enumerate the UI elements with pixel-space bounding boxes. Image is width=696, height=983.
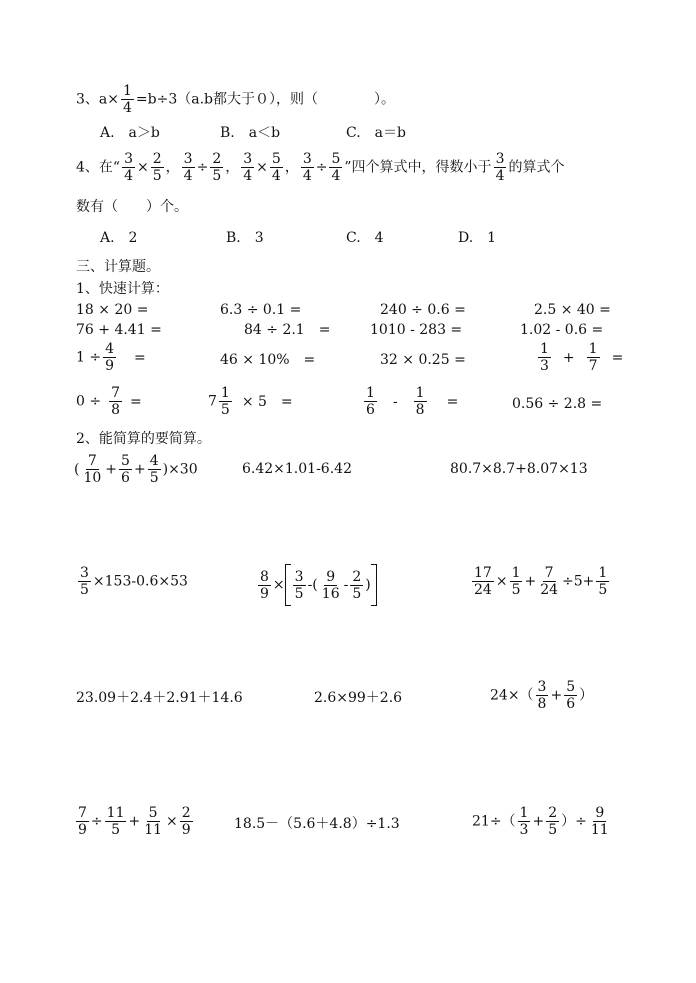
simp-r1a-f2: $\frac{5}{6}$ [121, 453, 130, 486]
paren: ( [74, 461, 80, 478]
op: × [495, 573, 508, 590]
simp-r4a-f3: $\frac{5}{11}$ [144, 805, 163, 838]
quick-r1-a: 18 × 20 = [76, 302, 149, 318]
simp-r4c-f1: $\frac{1}{3}$ [519, 805, 529, 838]
quick-r3-b: 46 × 10% = [220, 352, 316, 368]
quick-r2-a: 76 + 4.41 = [76, 322, 162, 338]
q4-e1-a: $\frac{3}{4}$ [124, 151, 133, 184]
quick-r3-a [76, 342, 146, 373]
simp-r2c-f2: $\frac{1}{5}$ [511, 565, 521, 598]
simp-r4a-f1: $\frac{7}{9}$ [78, 805, 87, 838]
quick-r4-c-post: = [446, 393, 459, 410]
pre: 21÷（ [472, 813, 516, 830]
q4-e1-b: $\frac{2}{5}$ [152, 151, 162, 184]
simp-r2b-f0: $\frac{8}{9}$ [260, 568, 269, 602]
q4-line2: 数有（ ）个。 [76, 199, 188, 215]
q4-prefix: 4、在“ [76, 159, 121, 176]
close: ) [365, 577, 371, 593]
q4-e3-a: $\frac{3}{4}$ [243, 151, 253, 184]
quick-r3-d-op: + [562, 349, 575, 366]
q4-sep: ， [225, 159, 240, 176]
simp-r2-b [256, 564, 377, 606]
q4-mid-text: ”四个算式中，得数小于 [344, 159, 492, 176]
quick-r3-d-f1: $\frac{1}{3}$ [540, 341, 549, 374]
q4-e4-op: ÷ [315, 159, 328, 176]
q4-e3-b: $\frac{5}{4}$ [271, 151, 281, 184]
quick-r4-c-op: - [392, 393, 398, 410]
quick-r1-c: 240 ÷ 0.6 = [380, 302, 466, 318]
q4-e2-op: ÷ [196, 159, 209, 176]
plus: + [105, 461, 118, 478]
bracket-right [371, 564, 377, 606]
q3-fraction: $\frac{1}{4}$ [122, 83, 132, 116]
quick-r4-b [208, 386, 293, 417]
quick-r1-b: 6.3 ÷ 0.1 = [220, 302, 302, 318]
quick-r2-c: 1010 - 283 = [370, 322, 463, 338]
simp-r2b-f1: $\frac{3}{5}$ [294, 568, 304, 602]
simp-r4a-f4: $\frac{2}{9}$ [181, 805, 191, 838]
quick-r3-d-post: = [611, 349, 624, 366]
quick-r4-b-whole: 7 [208, 393, 217, 410]
op: + [524, 573, 537, 590]
q4-line [76, 152, 564, 183]
op: ÷ [90, 813, 103, 830]
quick-r1-d: 2.5 × 40 = [534, 302, 611, 318]
simp-r2b-f2: $\frac{9}{16}$ [321, 568, 340, 602]
q4-e1-op: × [137, 159, 149, 176]
simp-r3c-f1: $\frac{3}{8}$ [537, 679, 547, 712]
close: ）÷ [561, 813, 587, 830]
op: × [166, 813, 178, 830]
simp-r3-c [490, 680, 593, 711]
quick-r4-b-post: × 5 = [241, 393, 293, 410]
quick-r3-d [536, 342, 623, 373]
quick-r4-b-frac: $\frac{1}{5}$ [220, 385, 230, 418]
minus: -( [307, 577, 318, 593]
q3-option-a: A. a＞b [100, 125, 160, 141]
bracket-left [285, 564, 291, 606]
q4-option-c: C. 4 [346, 230, 384, 246]
q4-suffix: 的算式个 [508, 159, 565, 176]
q4-e2-b: $\frac{2}{5}$ [212, 151, 222, 184]
quick-r2-d: 1.02 - 0.6 = [520, 322, 604, 338]
op: ÷5+ [562, 573, 595, 590]
op: + [128, 813, 141, 830]
simp-r4-a [74, 806, 195, 837]
simp-r1-c: 80.7×8.7+8.07×13 [450, 461, 588, 477]
quick-r3-a-post: = [134, 349, 146, 366]
q4-e2-a: $\frac{3}{4}$ [183, 151, 193, 184]
quick-r4-a-frac: $\frac{7}{8}$ [111, 385, 121, 418]
simp-r1-a [74, 454, 198, 485]
simp-r3-a: 23.09＋2.4＋2.91＋14.6 [76, 690, 243, 706]
simp-r3-b: 2.6×99＋2.6 [314, 690, 403, 706]
quick-r2-b: 84 ÷ 2.1 = [244, 322, 331, 338]
q3-prefix: 3、a× [76, 91, 119, 108]
section-title: 三、计算题。 [76, 259, 160, 275]
pre: 24×（ [490, 687, 534, 704]
subsection-simplify: 2、能简算的要简算。 [76, 431, 211, 447]
quick-r3-c: 32 × 0.25 = [380, 352, 466, 368]
close: ） [579, 687, 594, 704]
simp-r2c-f3: $\frac{7}{24}$ [540, 565, 559, 598]
simp-r2-c [470, 566, 611, 597]
simp-r4-b: 18.5－（5.6＋4.8）÷1.3 [234, 816, 400, 832]
simp-r4c-f3: $\frac{9}{11}$ [590, 805, 609, 838]
q4-sep: ， [165, 159, 180, 176]
quick-r4-d: 0.56 ÷ 2.8 = [512, 396, 603, 412]
quick-r4-c [362, 386, 458, 417]
simp-r2b-f3: $\frac{2}{5}$ [352, 568, 362, 602]
simp-r4c-f2: $\frac{2}{5}$ [548, 805, 558, 838]
simp-r2-a [76, 566, 188, 597]
q4-option-b: B. 3 [226, 230, 264, 246]
close: )×30 [162, 461, 198, 478]
quick-r3-d-f2: $\frac{1}{7}$ [588, 341, 598, 374]
q3-text: =b÷3（a.b都大于０），则（ ）。 [135, 91, 395, 108]
simp-r2c-f1: $\frac{17}{24}$ [474, 565, 492, 598]
quick-r4-a-pre: 0 ÷ [76, 393, 102, 410]
q4-e4-b: $\frac{5}{4}$ [331, 151, 341, 184]
quick-r3-a-frac: $\frac{4}{9}$ [105, 341, 115, 374]
q4-sep: ， [284, 159, 299, 176]
minus: - [343, 577, 349, 593]
q4-option-a: A. 2 [100, 230, 138, 246]
simp-r4a-f2: $\frac{11}{5}$ [106, 805, 125, 838]
quick-r3-a-pre: 1 ÷ [76, 349, 102, 366]
quick-r4-a-post: = [130, 393, 142, 410]
q4-option-d: D. 1 [458, 230, 497, 246]
quick-r4-a [76, 386, 142, 417]
q3-option-b: B. a＜b [220, 125, 281, 141]
quick-r4-c-f2: $\frac{1}{8}$ [415, 385, 425, 418]
simp-r2a-f: $\frac{3}{5}$ [80, 565, 89, 598]
plus: + [133, 461, 146, 478]
op: + [550, 687, 563, 704]
q4-threshold: $\frac{3}{4}$ [495, 151, 505, 184]
q4-e4-a: $\frac{3}{4}$ [302, 151, 312, 184]
times: × [272, 577, 285, 593]
subsection-quick: 1、快速计算： [76, 281, 169, 297]
simp-r4-c [472, 806, 613, 837]
op: + [532, 813, 545, 830]
q3-line [76, 84, 395, 115]
quick-r4-c-f1: $\frac{1}{6}$ [366, 385, 375, 418]
simp-r1a-f1: $\frac{7}{10}$ [83, 453, 102, 486]
simp-r2c-f4: $\frac{1}{5}$ [598, 565, 608, 598]
post: ×153-0.6×53 [92, 573, 188, 590]
simp-r1a-f3: $\frac{4}{5}$ [149, 453, 159, 486]
simp-r3c-f2: $\frac{5}{6}$ [566, 679, 576, 712]
q4-e3-op: × [256, 159, 268, 176]
q3-option-c: C. a＝b [346, 125, 406, 141]
simp-r1-b: 6.42×1.01-6.42 [242, 461, 352, 477]
